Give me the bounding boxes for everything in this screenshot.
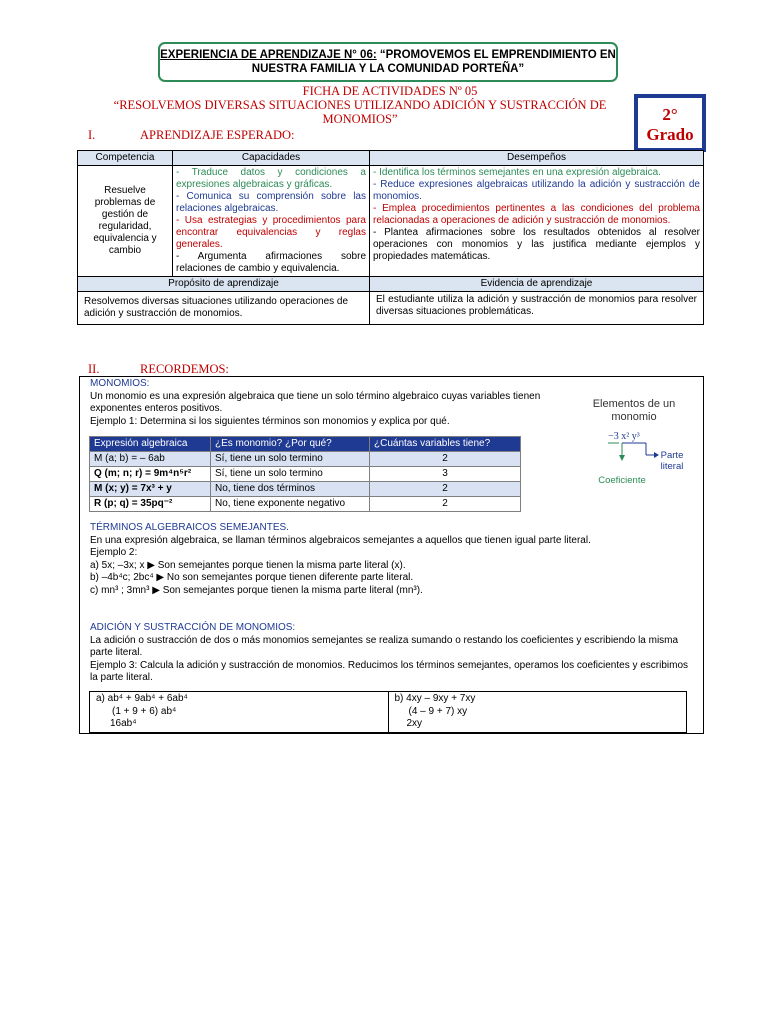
- adicion-examples-table: [89, 691, 687, 733]
- experience-header: [158, 42, 618, 82]
- example-3-a: [90, 692, 389, 733]
- header-desempenos: Desempeños: [370, 151, 704, 166]
- adicion-block: [90, 622, 690, 685]
- grade-label: Grado: [646, 125, 694, 144]
- table-row: [90, 497, 521, 512]
- proposito-cell: Resolvemos diversas situaciones utilizando operaciones de adición y sustracción de monomios.: [78, 292, 370, 325]
- example-2-a: a) 5x; –3x; x ▶ Son semejantes porque tienen la misma parte literal (x).: [90, 559, 406, 571]
- purpose-header-row: [78, 277, 704, 292]
- desempeno-1: - Identifica los términos semejantes en una expresión algebraica.: [373, 167, 661, 178]
- monomios-table-header: [90, 437, 521, 452]
- learning-table-row: [78, 166, 704, 277]
- experience-title-line2: NUESTRA FAMILIA Y LA COMUNIDAD PORTEÑA”: [251, 63, 525, 75]
- semejantes-heading: TÉRMINOS ALGEBRAICOS SEMEJANTES.: [90, 522, 289, 533]
- capacidad-4: - Argumenta afirmaciones sobre relaciones de cambio y equivalencia.: [176, 251, 366, 274]
- row-why: No, tiene dos términos: [211, 482, 370, 497]
- adicion-definition: La adición o sustracción de dos o más monomios semejantes se realiza sumando o restando los coeficientes y escribiendo la misma parte literal.: [90, 634, 679, 658]
- coef-arrow: [619, 455, 625, 461]
- adicion-examples-row: [90, 692, 687, 733]
- monomios-heading: MONOMIOS:: [90, 378, 150, 389]
- table-row: [90, 467, 521, 482]
- capacidad-1: - Traduce datos y condiciones a expresiones algebraicas y gráficas.: [176, 167, 366, 190]
- col-expresion: Expresión algebraica: [90, 437, 211, 452]
- example-2-label: Ejemplo 2:: [90, 547, 138, 558]
- row-expr: M (x; y) = 7x³ + y: [90, 482, 211, 497]
- example-3-a-line3: 16ab⁴: [110, 718, 137, 729]
- example-2-c: c) mn³ ; 3mn³ ▶ Son semejantes porque tienen la misma parte literal (mn³).: [90, 584, 423, 596]
- activity-title-text: “RESOLVEMOS DIVERSAS SITUACIONES UTILIZANDO ADICIÓN Y SUSTRACCIÓN DE MONOMIOS”: [113, 98, 607, 126]
- example-1-prompt: Ejemplo 1: Determina si los siguientes términos son monomios y explica por qué.: [90, 415, 450, 427]
- activity-title: [80, 98, 640, 126]
- evidencia-cell: El estudiante utiliza la adición y sustracción de monomios para resolver diversas situaciones problemáticas.: [370, 292, 704, 325]
- figure-title-1: Elementos de un: [592, 398, 676, 410]
- example-3-a-line2: (1 + 9 + 6) ab⁴: [112, 705, 177, 717]
- section-2-title: RECORDEMOS:: [140, 362, 229, 376]
- monomio-elements-figure: [584, 393, 694, 493]
- header-proposito: Propósito de aprendizaje: [78, 277, 370, 292]
- row-vars: 2: [370, 497, 521, 512]
- experience-title-line1: “PROMOVEMOS EL EMPRENDIMIENTO EN: [376, 49, 616, 61]
- figure-coeficiente: Coeficiente: [598, 475, 646, 486]
- row-expr: Q (m; n; r) = 9m⁴n⁵r²: [90, 467, 211, 482]
- row-expr: M (a; b) = – 6ab: [90, 452, 211, 467]
- capacidad-3: - Usa estrategias y procedimientos para encontrar equivalencias y reglas generales.: [176, 215, 366, 250]
- section-1-number: I.: [88, 128, 96, 142]
- row-vars: 3: [370, 467, 521, 482]
- semejantes-block: [90, 522, 690, 597]
- row-why: Sí, tiene un solo termino: [211, 467, 370, 482]
- experience-prefix: EXPERIENCIA DE APRENDIZAJE N° 06:: [160, 49, 377, 61]
- competencia-cell: Resuelve problemas de gestión de regularidad, equivalencia y cambio: [78, 166, 173, 277]
- figure-expression: −3 x² y³: [608, 431, 640, 442]
- adicion-heading: ADICIÓN Y SUSTRACCIÓN DE MONOMIOS:: [90, 622, 296, 633]
- example-3-a-line1: a) ab⁴ + 9ab⁴ + 6ab⁴: [96, 693, 188, 704]
- header-competencia: Competencia: [78, 151, 173, 166]
- header-evidencia: Evidencia de aprendizaje: [370, 277, 704, 292]
- ficha-title: FICHA DE ACTIVIDADES Nº 05: [302, 84, 478, 98]
- row-expr: R (p; q) = 35pq⁻²: [90, 497, 211, 512]
- figure-title-2: monomio: [611, 411, 657, 423]
- section-1-heading: [88, 128, 295, 143]
- capacidades-cell: [173, 166, 370, 277]
- row-vars: 2: [370, 482, 521, 497]
- figure-parte: Parte: [660, 450, 684, 461]
- monomios-table: [89, 436, 521, 512]
- grade-box: [634, 94, 706, 152]
- example-3-b-line2: (4 – 9 + 7) xy: [408, 705, 468, 717]
- desempeno-2: - Reduce expresiones algebraicas utilizando la adición y sustracción de monomios.: [373, 179, 700, 202]
- desempeno-4: - Plantea afirmaciones sobre los resultados obtenidos al resolver operaciones con monomios y las justifica mediante ejemplos y propiedades matemáticas.: [373, 227, 700, 262]
- monomios-block: [90, 378, 570, 428]
- row-why: No, tiene exponente negativo: [211, 497, 370, 512]
- example-3-b: [388, 692, 687, 733]
- learning-table-header: [78, 151, 704, 166]
- section-2-heading: [88, 362, 229, 377]
- section-1-title: APRENDIZAJE ESPERADO:: [140, 128, 295, 142]
- monomios-definition: Un monomio es una expresión algebraica que tiene un solo término algebraico cuyas variables tienen exponentes enteros positivos.: [90, 390, 541, 414]
- figure-literal: literal: [660, 461, 684, 472]
- table-row: [90, 482, 521, 497]
- header-capacidades: Capacidades: [173, 151, 370, 166]
- desempeno-3: - Emplea procedimientos pertinentes a las condiciones del problema relacionadas a operaciones de adición y sustracción de monomios.: [373, 203, 700, 226]
- example-3-b-line3: 2xy: [406, 718, 423, 729]
- grade-number: 2°: [662, 105, 678, 124]
- capacidad-2: - Comunica su comprensión sobre las relaciones algebraicas.: [176, 191, 366, 214]
- literal-arrow: [654, 452, 659, 458]
- learning-table: [77, 150, 704, 325]
- row-why: Sí, tiene un solo termino: [211, 452, 370, 467]
- col-variables: ¿Cuántas variables tiene?: [370, 437, 521, 452]
- example-3-prompt: Ejemplo 3: Calcula la adición y sustracción de monomios. Reducimos los términos semejantes, operamos los coeficientes y escribimos la parte literal.: [90, 659, 689, 683]
- semejantes-definition: En una expresión algebraica, se llaman términos algebraicos semejantes a aquellos que tienen igual parte literal.: [90, 534, 591, 546]
- desempenos-cell: [370, 166, 704, 277]
- purpose-row: [78, 292, 704, 325]
- col-es-monomio: ¿Es monomio? ¿Por qué?: [211, 437, 370, 452]
- example-3-b-line1: b) 4xy – 9xy + 7xy: [394, 693, 476, 704]
- example-2-b: b) –4b⁴c; 2bc⁴ ▶ No son semejantes porque tienen diferente parte literal.: [90, 572, 414, 583]
- section-2-number: II.: [88, 362, 100, 376]
- table-row: [90, 452, 521, 467]
- row-vars: 2: [370, 452, 521, 467]
